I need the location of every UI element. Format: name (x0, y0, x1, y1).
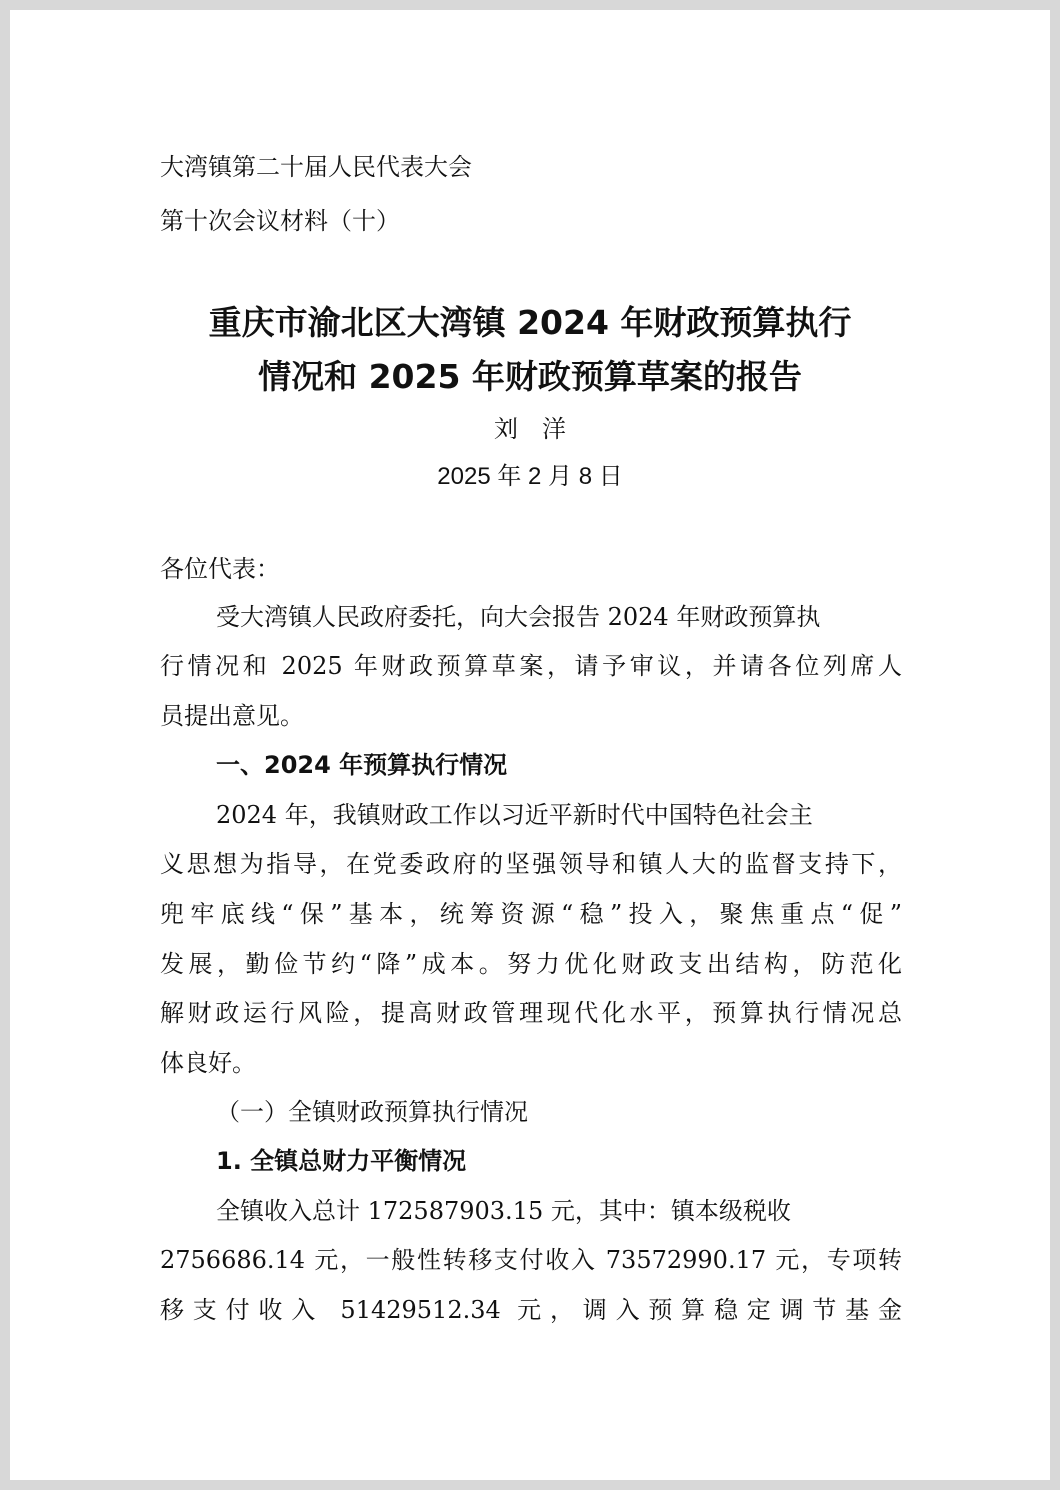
report-title-line-2: 情况和 2025 年财政预算草案的报告 (258, 357, 802, 396)
report-title-line-1: 重庆市渝北区大湾镇 2024 年财政预算执行 (208, 303, 852, 342)
salutation: 各位代表： (160, 555, 280, 583)
section-paragraph-line-1: 2024 年，我镇财政工作以习近平新时代中国特色社会主 (216, 801, 813, 829)
section-heading-1: 一、2024 年预算执行情况 (216, 751, 508, 779)
section-paragraph-line-2: 义思想为指导，在党委政府的坚强领导和镇人大的监督支持下， (160, 850, 902, 878)
report-author: 刘 洋 (494, 415, 566, 443)
section-paragraph-line-3: 兜牢底线“保”基本，统筹资源“稳”投入，聚焦重点“促” (160, 900, 902, 928)
intro-line-1: 受大湾镇人民政府委托，向大会报告 2024 年财政预算执 (216, 603, 821, 631)
intro-line-2: 行情况和 2025 年财政预算草案，请予审议，并请各位列席人 (160, 652, 902, 680)
subsection-heading-1: （一）全镇财政预算执行情况 (216, 1098, 528, 1126)
item-paragraph-line-1: 全镇收入总计 172587903.15 元，其中：镇本级税收 (216, 1197, 791, 1225)
item-paragraph-line-2: 2756686.14 元，一般性转移支付收入 73572990.17 元，专项转 (160, 1246, 902, 1274)
section-paragraph-line-5: 解财政运行风险，提高财政管理现代化水平，预算执行情况总 (160, 999, 902, 1027)
section-paragraph-line-4: 发展，勤俭节约“降”成本。努力优化财政支出结构，防范化 (160, 950, 902, 978)
section-paragraph-line-6: 体良好。 (160, 1049, 256, 1077)
meeting-name: 大湾镇第二十届人民代表大会 (160, 153, 472, 181)
intro-line-3: 员提出意见。 (160, 702, 304, 730)
document-page (10, 10, 1050, 1480)
item-paragraph-line-3: 移支付收入 51429512.34 元，调入预算稳定调节基金 (160, 1296, 902, 1324)
report-date: 2025 年 2 月 8 日 (437, 463, 623, 490)
item-heading-1: 1. 全镇总财力平衡情况 (216, 1147, 467, 1175)
material-number: 第十次会议材料（十） (160, 207, 400, 235)
